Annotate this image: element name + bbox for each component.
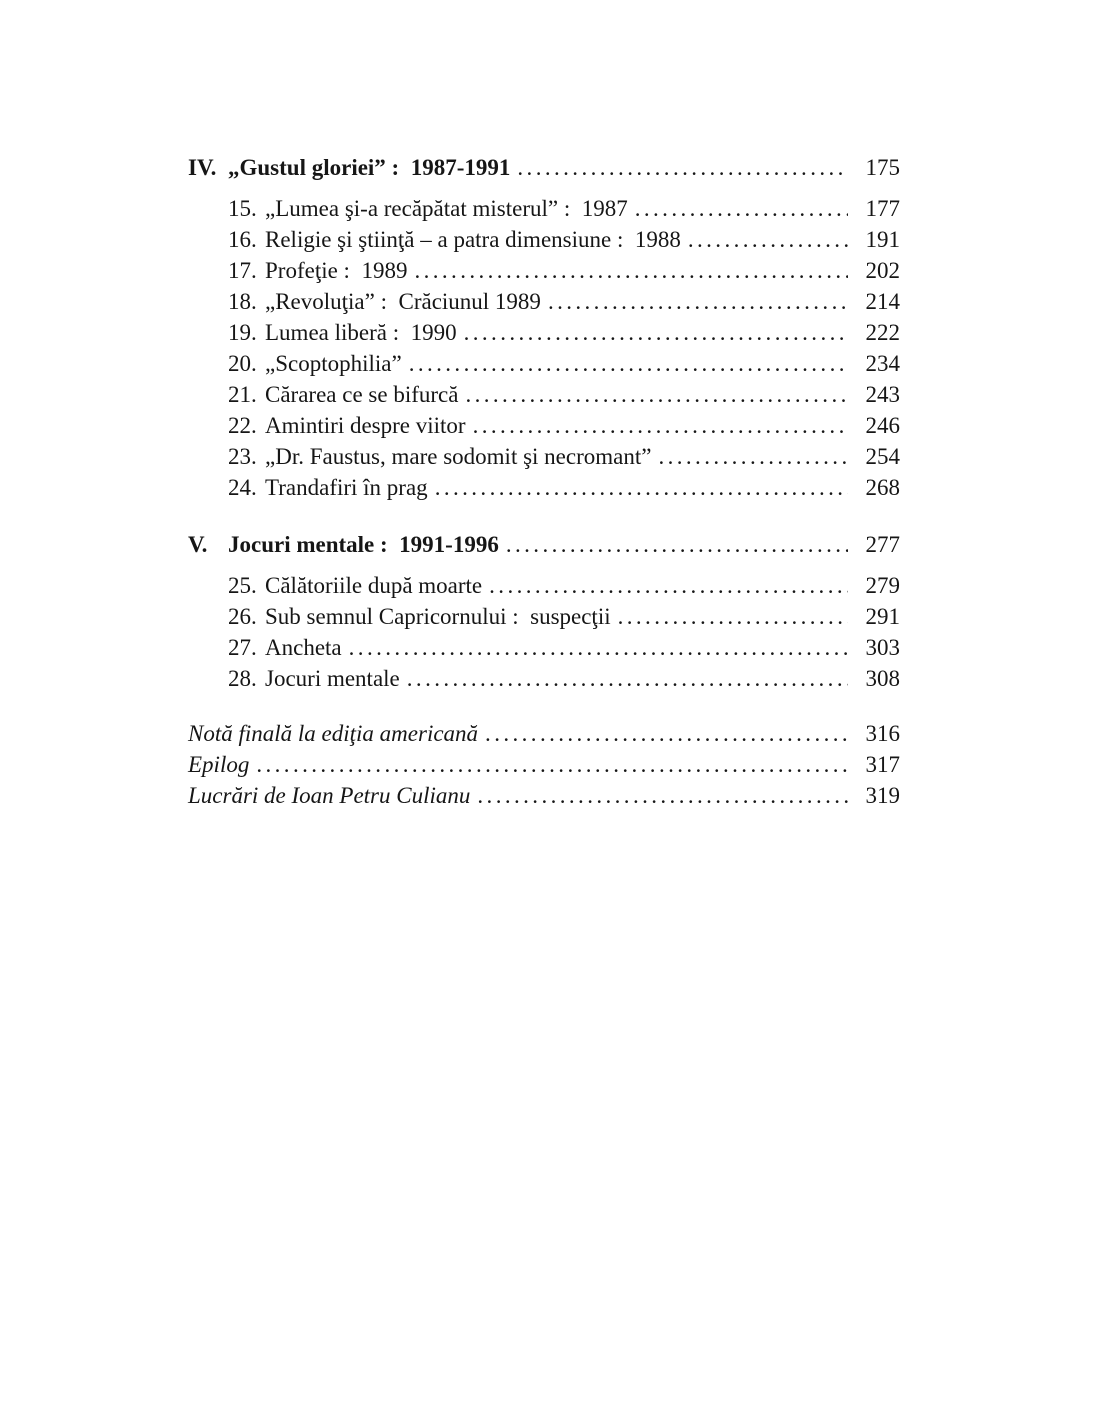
- toc-entry-row: [188, 286, 900, 317]
- entry-title: Lumea liberă : 1990: [265, 320, 457, 345]
- chapter-title: „Gustul gloriei” : 1987-1991: [228, 155, 511, 180]
- page-number: 308: [865, 666, 900, 691]
- chapter-numeral: V.: [188, 532, 208, 557]
- page-number: 254: [865, 444, 900, 469]
- page-number: 319: [865, 783, 900, 808]
- entry-title: „Scoptophilia”: [265, 351, 402, 376]
- dot-leader: [618, 601, 848, 632]
- dot-leader: [407, 663, 848, 694]
- toc-entry-row: [188, 601, 900, 632]
- entry-number: 28.: [228, 666, 257, 691]
- toc-entry-row: [188, 410, 900, 441]
- page-number: 246: [865, 413, 900, 438]
- backmatter-row: [188, 780, 900, 811]
- entry-number: 17.: [228, 258, 257, 283]
- entry-title: „Revoluţia” : Crăciunul 1989: [265, 289, 541, 314]
- toc-entry-row: [188, 441, 900, 472]
- entry-number: 19.: [228, 320, 257, 345]
- dot-leader: [464, 317, 848, 348]
- backmatter-title: Notă finală la ediţia americană: [188, 721, 479, 746]
- toc-entry-row: [188, 348, 900, 379]
- page-number: 317: [865, 752, 900, 777]
- toc-entry-row: [188, 663, 900, 694]
- dot-leader: [414, 255, 848, 286]
- page-number: 277: [865, 532, 900, 557]
- dot-leader: [485, 718, 848, 749]
- dot-leader: [473, 410, 848, 441]
- toc-entry-row: [188, 224, 900, 255]
- backmatter-row: [188, 749, 900, 780]
- entry-title: Sub semnul Capricornului : suspecţii: [265, 604, 611, 629]
- page-number: 234: [865, 351, 900, 376]
- page-number: 177: [865, 196, 900, 221]
- dot-leader: [688, 224, 848, 255]
- dot-leader: [548, 286, 848, 317]
- entry-number: 22.: [228, 413, 257, 438]
- chapter-section-5: [188, 529, 900, 694]
- page-number: 316: [865, 721, 900, 746]
- entry-title: „Dr. Faustus, mare sodomit şi necromant”: [265, 444, 652, 469]
- dot-leader: [435, 472, 848, 503]
- entry-title: Amintiri despre viitor: [265, 413, 466, 438]
- entry-number: 26.: [228, 604, 257, 629]
- page-number: 214: [865, 289, 900, 314]
- toc-entry-row: [188, 193, 900, 224]
- dot-leader: [465, 379, 848, 410]
- back-matter: [188, 718, 900, 811]
- dot-leader: [517, 152, 848, 183]
- page-number: 243: [865, 382, 900, 407]
- entry-number: 25.: [228, 573, 257, 598]
- entry-title: Călătoriile după moarte: [265, 573, 483, 598]
- chapter-section-4: [188, 152, 900, 503]
- entry-number: 16.: [228, 227, 257, 252]
- toc-entry-row: [188, 317, 900, 348]
- entry-title: Ancheta: [265, 635, 342, 660]
- toc-entry-row: [188, 255, 900, 286]
- page-number: 175: [865, 155, 900, 180]
- dot-leader: [506, 529, 848, 560]
- entry-number: 21.: [228, 382, 257, 407]
- entry-number: 18.: [228, 289, 257, 314]
- dot-leader: [658, 441, 848, 472]
- dot-leader: [256, 749, 848, 780]
- dot-leader: [349, 632, 848, 663]
- backmatter-row: [188, 718, 900, 749]
- chapter-row: [188, 529, 900, 560]
- dot-leader: [635, 193, 848, 224]
- page-number: 291: [865, 604, 900, 629]
- page-number: 303: [865, 635, 900, 660]
- page-number: 191: [865, 227, 900, 252]
- entry-title: Religie şi ştiinţă – a patra dimensiune : 1988: [265, 227, 681, 252]
- entry-title: Jocuri mentale: [265, 666, 400, 691]
- dot-leader: [489, 570, 848, 601]
- entry-number: 24.: [228, 475, 257, 500]
- entry-number: 15.: [228, 196, 257, 221]
- toc-entry-row: [188, 570, 900, 601]
- chapter-numeral: IV.: [188, 155, 217, 180]
- page-number: 202: [865, 258, 900, 283]
- table-of-contents: [188, 152, 900, 811]
- toc-entry-row: [188, 632, 900, 663]
- chapter-row: [188, 152, 900, 183]
- chapter-title: Jocuri mentale : 1991-1996: [228, 532, 499, 557]
- dot-leader: [409, 348, 848, 379]
- toc-entry-row: [188, 472, 900, 503]
- page-number: 279: [865, 573, 900, 598]
- backmatter-title: Epilog: [188, 752, 250, 777]
- dot-leader: [477, 780, 848, 811]
- page-number: 222: [865, 320, 900, 345]
- page-number: 268: [865, 475, 900, 500]
- entry-title: Cărarea ce se bifurcă: [265, 382, 459, 407]
- entry-number: 23.: [228, 444, 257, 469]
- entry-number: 27.: [228, 635, 257, 660]
- entry-number: 20.: [228, 351, 257, 376]
- entry-title: „Lumea şi-a recăpătat misterul” : 1987: [265, 196, 628, 221]
- entry-title: Profeţie : 1989: [265, 258, 408, 283]
- entry-title: Trandafiri în prag: [265, 475, 428, 500]
- backmatter-title: Lucrări de Ioan Petru Culianu: [188, 783, 471, 808]
- toc-entry-row: [188, 379, 900, 410]
